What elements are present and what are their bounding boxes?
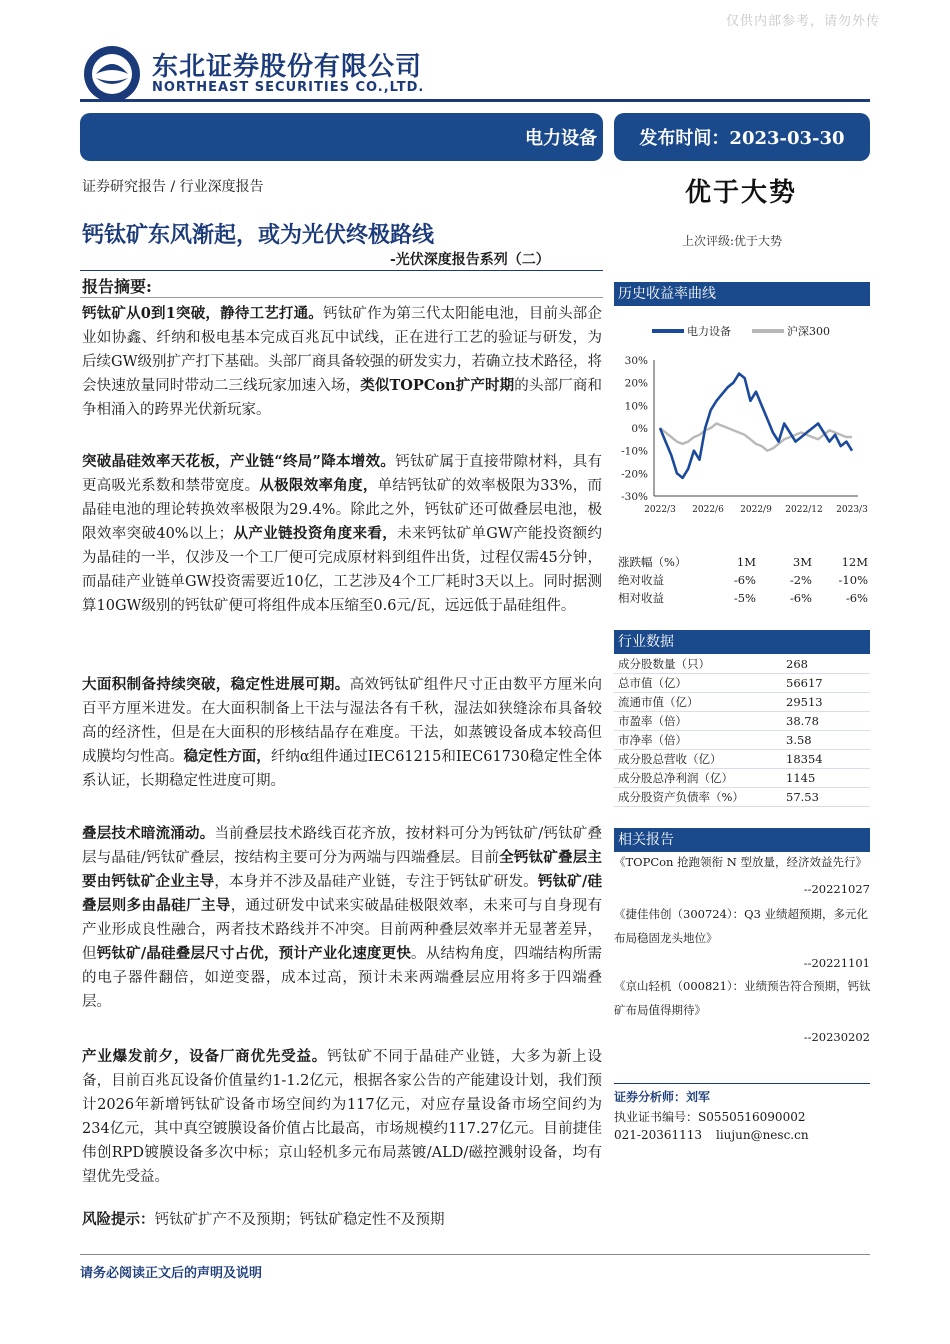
company-logo-icon: [82, 44, 142, 104]
metric-value: 57.53: [782, 788, 870, 807]
risk-label: 风险提示：: [82, 1211, 155, 1228]
metric-label: 总市值（亿）: [614, 674, 782, 693]
x-tick-label: 2022/12: [785, 505, 823, 515]
related-report-link[interactable]: 《TOPCon 抢跑领衔 N 型放量，经济效益先行》: [614, 855, 867, 869]
analyst-rule: [614, 1083, 870, 1084]
summary-heading: 报告摘要:: [82, 277, 152, 296]
watermark: 仅供内部参考，请勿外传: [725, 14, 880, 29]
perf-value: -6%: [845, 591, 868, 605]
metric-value: 18354: [782, 750, 870, 769]
para2-lead: 突破晶硅效率天花板，产业链“终局”降本增效。: [82, 453, 396, 470]
performance-table: [614, 553, 872, 607]
series-line-sector: [660, 374, 852, 478]
metric-label: 成分股数量（只）: [614, 655, 782, 674]
para1-lead: 钙钛矿从0到1突破，静待工艺打通。: [82, 305, 323, 322]
legend-label: 沪深300: [787, 325, 830, 338]
metric-value: 3.58: [782, 731, 870, 750]
para1-bold-b: 类似TOPCon扩产时期: [360, 377, 515, 394]
para4-lead: 叠层技术暗流涌动。: [82, 825, 215, 842]
perf-value: -6%: [789, 591, 812, 605]
y-tick-label: 0%: [631, 423, 648, 435]
para4-bold-b: 全钙钛矿叠层主要由钙钛矿企业主导: [82, 849, 602, 890]
industry-data-title: 行业数据: [614, 630, 870, 654]
para2-bold-c: 从产业链投资角度来看，: [233, 525, 398, 542]
table-row: [614, 712, 870, 731]
perf-label: 相对收益: [618, 591, 664, 605]
table-row: [614, 769, 870, 788]
chart-section-title: 历史收益率曲线: [614, 282, 870, 306]
related-report-date: --20221101: [803, 956, 870, 970]
para2-text-a: 钙钛矿属于直接带隙材料，具有更高吸光系数和禁带宽度。: [82, 454, 603, 494]
analyst-name: 证券分析师：刘军: [614, 1090, 711, 1104]
summary-paragraph-1: [82, 302, 602, 422]
table-row: [614, 674, 870, 693]
perf-header-3m: 3M: [792, 555, 812, 569]
risk-warning: [82, 1208, 602, 1232]
metric-value: 38.78: [782, 712, 870, 731]
table-row: [614, 731, 870, 750]
series-line-index: [660, 424, 852, 451]
metric-label: 成分股资产负债率（%）: [614, 788, 782, 807]
summary-rule: [80, 297, 603, 298]
summary-paragraph-5: [82, 1045, 602, 1189]
rating: 优于大势: [685, 178, 798, 208]
perf-value: -6%: [733, 573, 756, 587]
industry-data-table: [614, 655, 870, 807]
sector-band: [80, 113, 603, 161]
legend-label: 电力设备: [687, 325, 731, 338]
summary-paragraph-4: [82, 822, 602, 1014]
perf-header-label: 涨跌幅（%）: [618, 555, 687, 569]
metric-value: 1145: [782, 769, 870, 788]
para1-text-b: 的头部厂商和争相涌入的跨界光伏新玩家。: [82, 378, 603, 418]
page-subtitle: -光伏深度报告系列（二）: [390, 252, 550, 268]
title-rule: [80, 270, 603, 271]
metric-value: 29513: [782, 693, 870, 712]
metric-label: 成分股总营收（亿）: [614, 750, 782, 769]
y-tick-label: -10%: [621, 445, 648, 458]
metric-value: 56617: [782, 674, 870, 693]
table-row: [614, 655, 870, 674]
related-reports-title: 相关报告: [614, 828, 870, 852]
perf-header-12m: 12M: [841, 555, 868, 569]
related-report-link[interactable]: 《京山轻机（000821）：业绩预告符合预期，钙钛矿布局值得期待》: [614, 979, 871, 1017]
para4-text-b: ，本身并不涉及晶硅产业链，专注于钙钛矿研发。: [214, 874, 538, 890]
metric-value: 268: [782, 655, 870, 674]
para3-lead: 大面积制备持续突破，稳定性进展可期。: [82, 676, 350, 693]
para5-text-a: 钙钛矿不同于晶硅产业链，大多为新上设备，目前百兆瓦设备价值量约1-1.2亿元，根据各家公告的产能建设计划，我们预计2026年新增钙钛矿设备市场空间约为117亿元，对应存量设备市场空间约为234亿元，其中真空镀膜设备价值占比最高，市场规模约117.27亿元。目前捷佳伟创RPD镀膜设备多次中标；京山轻机多元布局蒸镀/ALD/磁控溅射设备，均有望优先受益。: [82, 1049, 603, 1185]
return-chart: [614, 312, 872, 520]
header-rule: [80, 99, 870, 102]
table-row: [614, 750, 870, 769]
para5-lead: 产业爆发前夕，设备厂商优先受益。: [82, 1048, 328, 1065]
perf-header-1m: 1M: [736, 555, 756, 569]
para3-text-a: 高效钙钛矿组件尺寸正由数平方厘米向百平方厘米进发。在大面积制备上干法与湿法各有千秋，湿法如狭缝涂布具备较高的经济性，但是在大面积的形核结晶存在难度。干法，如蒸镀设备成本较高但成膜均匀性高。: [82, 677, 603, 765]
y-tick-label: -20%: [621, 468, 648, 481]
para2-bold-b: 从极限效率角度，: [259, 477, 378, 494]
report-type: 证券研究报告 / 行业深度报告: [82, 179, 264, 195]
metric-label: 市净率（倍）: [614, 731, 782, 750]
para4-text-a: 当前叠层技术路线百花齐放，按材料可分为钙钛矿/钙钛矿叠层与晶硅/钙钛矿叠层，按结构主要可分为两端与四端叠层。目前: [82, 826, 603, 866]
table-row: [614, 693, 870, 712]
perf-value: -2%: [789, 573, 812, 587]
summary-paragraph-2: [82, 450, 602, 618]
analyst-email[interactable]: liujun@nesc.cn: [716, 1128, 809, 1142]
footer-rule: [80, 1254, 870, 1255]
metric-label: 市盈率（倍）: [614, 712, 782, 731]
company-name-en: NORTHEAST SECURITIES CO.,LTD.: [152, 80, 425, 95]
x-tick-label: 2023/3: [836, 505, 868, 515]
x-tick-label: 2022/9: [740, 505, 772, 515]
perf-label: 绝对收益: [618, 573, 664, 587]
y-tick-label: 10%: [624, 400, 648, 413]
sector-label: 电力设备: [525, 128, 597, 149]
table-row: [614, 788, 870, 807]
y-tick-label: -30%: [621, 491, 648, 503]
related-report-date: --20221027: [803, 882, 870, 896]
perf-value: -5%: [733, 591, 756, 605]
para4-bold-d: 钙钛矿/晶硅叠层尺寸占优，预计产业化速度更快: [96, 945, 412, 962]
footer-disclaimer: 请务必阅读正文后的声明及说明: [80, 1266, 263, 1281]
perf-value: -10%: [838, 573, 868, 587]
para4-text-d: 。从结构角度，四端结构所需的电子器件翻倍，如逆变器，成本过高，预计未来两端叠层应用将多于四端叠层。: [82, 946, 603, 1010]
performance-header-row: [614, 553, 872, 571]
para4-text-c: ，通过研发中试来实破晶硅极限效率，未来可与自身现有产业形成良性融合，两者技术路线并不冲突。目前两种叠层效率并无显著差异，但: [82, 898, 603, 962]
previous-rating: 上次评级:优于大势: [682, 234, 783, 248]
summary-paragraph-3: [82, 673, 602, 793]
para3-text-b: 纤纳α组件通过IEC61215和IEC61730稳定性全体系认证，长期稳定性进度可期。: [82, 749, 603, 789]
analyst-cert: 执业证书编号：S0550516090002: [614, 1110, 806, 1124]
para2-text-b: 单结钙钛矿的效率极限为33%，而晶硅电池的理论转换效率极限为29.4%。除此之外，钙钛矿还可做叠层电池，极限效率突破40%以上；: [82, 478, 603, 542]
para1-text-a: 钙钛矿作为第三代太阳能电池，目前头部企业如协鑫、纤纳和极电基本完成百兆瓦中试线，正在进行工艺的验证与研发，为后续GW级别扩产打下基础。头部厂商具备较强的研发实力，若确立技术路径，将会快速放量同时带动二三线玩家加速入场，: [82, 306, 603, 394]
company-name-cn: 东北证券股份有限公司: [152, 52, 423, 82]
metric-label: 成分股总净利润（亿）: [614, 769, 782, 788]
related-report-link[interactable]: 《捷佳伟创（300724）：Q3 业绩超预期，多元化布局稳固龙头地位》: [614, 907, 869, 945]
y-tick-label: 30%: [624, 355, 648, 367]
para3-bold-b: 稳定性方面，: [183, 748, 271, 765]
page-title: 钙钛矿东风渐起，或为光伏终极路线: [82, 222, 435, 248]
metric-label: 流通市值（亿）: [614, 693, 782, 712]
related-report-date: --20230202: [803, 1030, 870, 1044]
publish-band: [614, 113, 870, 161]
x-tick-label: 2022/6: [692, 505, 724, 515]
analyst-phone: 021-20361113: [614, 1128, 703, 1142]
y-tick-label: 20%: [624, 377, 648, 390]
publish-date: 发布时间：2023-03-30: [639, 128, 845, 149]
x-tick-label: 2022/3: [644, 505, 676, 515]
performance-row-absolute: [614, 571, 872, 589]
performance-row-relative: [614, 589, 872, 607]
risk-text: 钙钛矿扩产不及预期；钙钛矿稳定性不及预期: [154, 1212, 445, 1228]
para2-text-c: 未来钙钛矿单GW产能投资额约为晶硅的一半，仅涉及一个工厂便可完成原材料到组件出货，过程仅需45分钟，而晶硅产业链单GW投资需要近10亿，工艺涉及4个工厂耗时3天以上。同时据测算10GW级别的钙钛矿便可将组件成本压缩至0.6元/瓦，远远低于晶硅组件。: [82, 526, 602, 614]
para4-bold-c: 钙钛矿/硅叠层则多由晶硅厂主导: [82, 873, 603, 914]
